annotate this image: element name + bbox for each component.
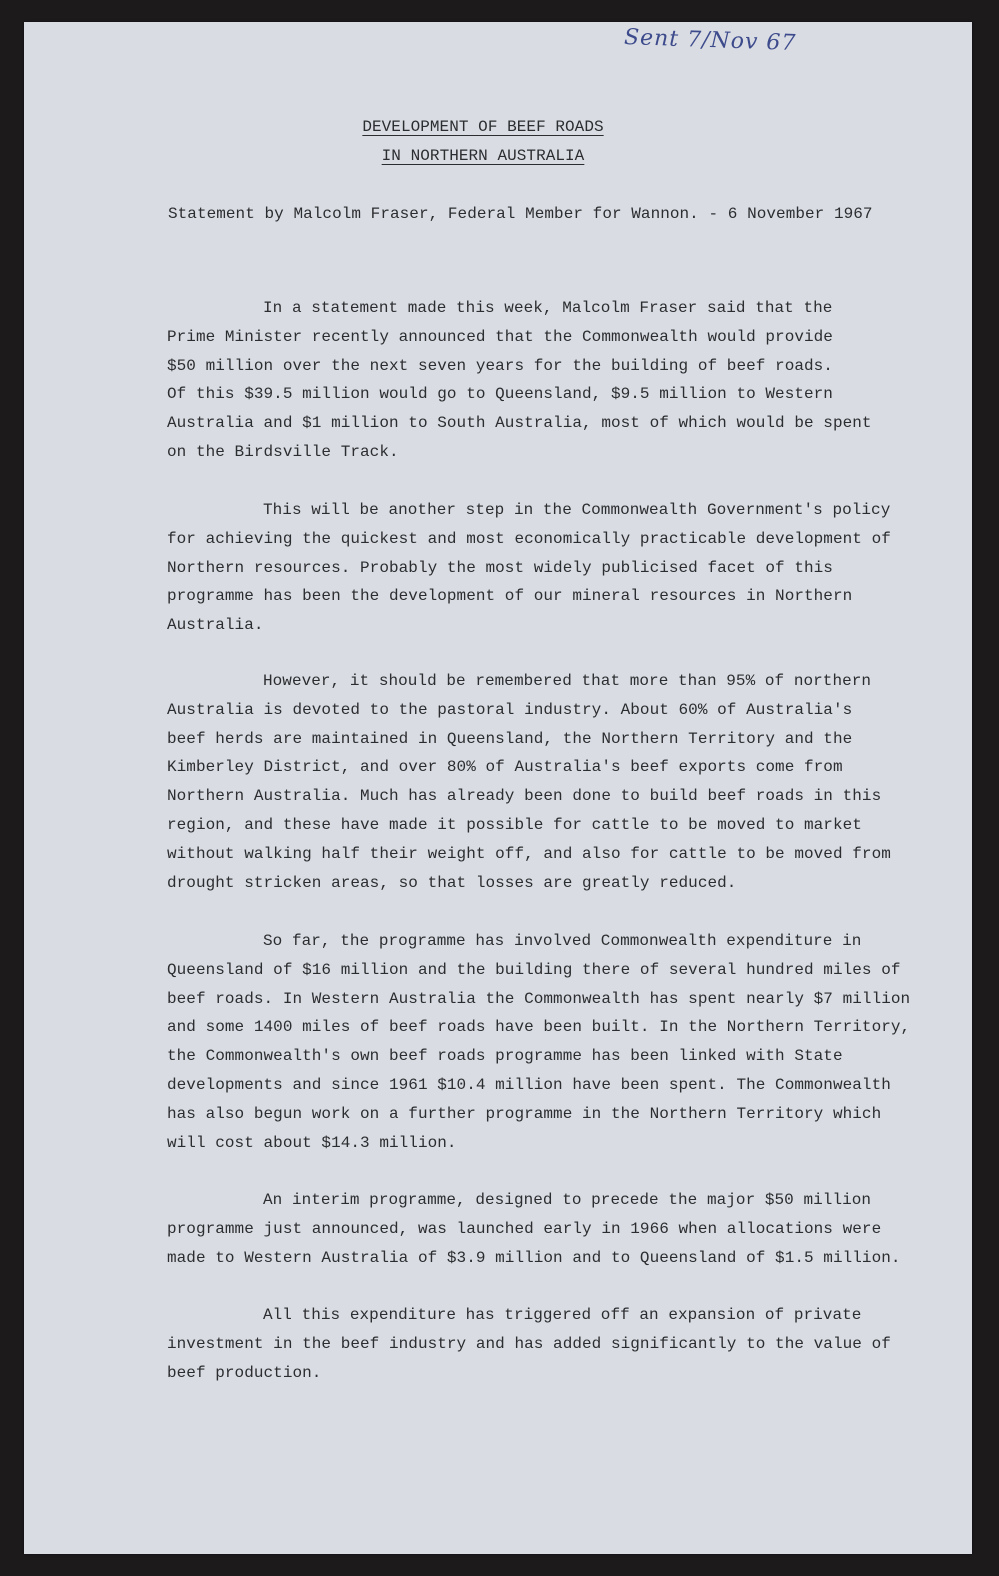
text-line: So far, the programme has involved Commonwealth expenditure in	[263, 932, 862, 950]
paragraph-2	[167, 496, 891, 640]
text-line: Kimberley District, and over 80% of Australia's beef exports come from	[167, 758, 843, 777]
text-line: beef production.	[167, 1363, 322, 1382]
document-title-line-1: DEVELOPMENT OF BEEF ROADS	[362, 118, 604, 136]
text-line: Queensland of $16 million and the building there of several hundred miles of	[167, 960, 901, 979]
text-line: This will be another step in the Commonwealth Government's policy	[263, 501, 891, 519]
text-line: developments and since 1961 $10.4 million have been spent. The Commonwealth	[167, 1075, 891, 1094]
text-line: programme has been the development of our mineral resources in Northern	[167, 587, 853, 606]
document-page	[24, 22, 972, 1554]
text-line: investment in the beef industry and has added significantly to the value of	[167, 1334, 891, 1353]
text-line: Australia and $1 million to South Australia, most of which would be spent	[167, 414, 872, 433]
text-line: drought stricken areas, so that losses are greatly reduced.	[167, 873, 737, 892]
text-line: Northern resources. Probably the most widely publicised facet of this	[167, 558, 833, 577]
text-line: $50 million over the next seven years for the building of beef roads.	[167, 356, 833, 375]
document-title-line-2: IN NORTHERN AUSTRALIA	[381, 147, 585, 165]
text-line: Prime Minister recently announced that the Commonwealth would provide	[167, 327, 833, 346]
text-line: Of this $39.5 million would go to Queensland, $9.5 million to Western	[167, 385, 833, 404]
text-line: without walking half their weight off, and also for cattle to be moved from	[167, 844, 891, 863]
text-line: beef roads. In Western Australia the Commonwealth has spent nearly $7 million	[167, 989, 911, 1008]
text-line: on the Birdsville Track.	[167, 442, 399, 461]
text-line: will cost about $14.3 million.	[167, 1133, 457, 1152]
text-line: the Commonwealth's own beef roads programme has been linked with State	[167, 1047, 843, 1066]
text-line: region, and these have made it possible for cattle to be moved to market	[167, 815, 862, 834]
text-line: beef herds are maintained in Queensland, the Northern Territory and the	[167, 729, 853, 748]
text-line: and some 1400 miles of beef roads have been built. In the Northern Territory,	[167, 1018, 911, 1037]
text-line: Australia is devoted to the pastoral industry. About 60% of Australia's	[167, 700, 853, 719]
text-line: made to Western Australia of $3.9 million and to Queensland of $1.5 million.	[167, 1248, 901, 1267]
paragraph-4	[167, 927, 910, 1157]
paragraph-3	[167, 667, 891, 897]
text-line: All this expenditure has triggered off an expansion of private	[263, 1306, 862, 1324]
text-line: programme just announced, was launched early in 1966 when allocations were	[167, 1219, 882, 1238]
text-line: An interim programme, designed to precede the major $50 million	[263, 1191, 872, 1209]
paragraph-5	[167, 1186, 901, 1272]
text-line: In a statement made this week, Malcolm Fraser said that the	[263, 299, 833, 317]
paragraph-6	[167, 1301, 891, 1387]
statement-byline: Statement by Malcolm Fraser, Federal Member for Wannon. - 6 November 1967	[168, 205, 873, 223]
text-line: for achieving the quickest and most economically practicable development of	[167, 529, 891, 548]
text-line: However, it should be remembered that more than 95% of northern	[263, 672, 872, 690]
text-line: Northern Australia. Much has already been done to build beef roads in this	[167, 787, 882, 806]
text-line: has also begun work on a further programme in the Northern Territory which	[167, 1104, 882, 1123]
text-line: Australia.	[167, 616, 264, 635]
handwritten-note: Sent 7/Nov 67	[623, 24, 797, 57]
paragraph-1	[167, 294, 872, 467]
